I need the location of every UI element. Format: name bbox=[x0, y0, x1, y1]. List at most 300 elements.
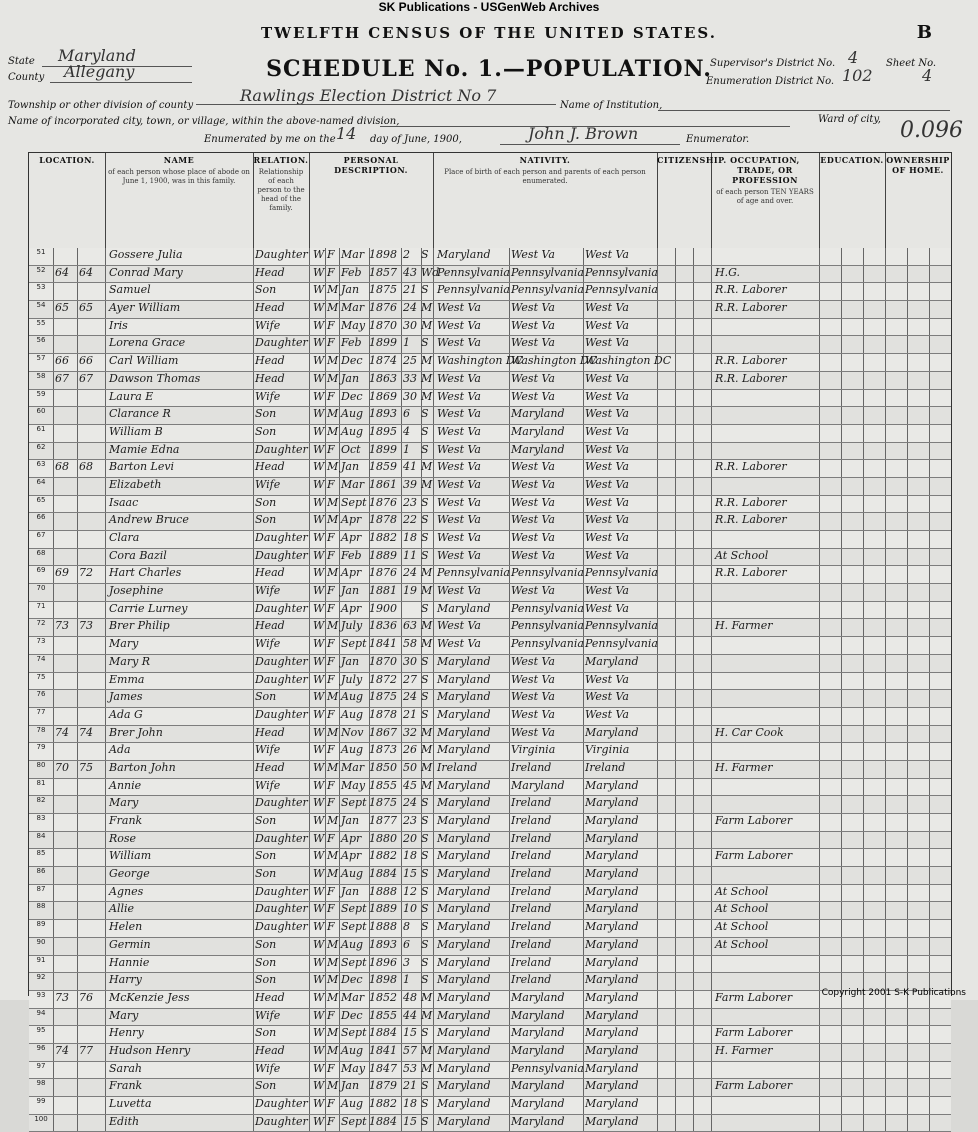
column-divider bbox=[105, 425, 106, 442]
table-row bbox=[29, 354, 951, 372]
column-divider bbox=[105, 1097, 106, 1114]
column-divider bbox=[253, 973, 254, 990]
column-divider bbox=[929, 319, 930, 336]
column-divider bbox=[325, 372, 326, 389]
cell-mother: West Va bbox=[585, 513, 629, 527]
column-divider bbox=[77, 938, 78, 955]
cell-father: West Va bbox=[511, 548, 555, 562]
column-divider bbox=[53, 390, 54, 407]
column-divider bbox=[433, 867, 434, 884]
cell-year: 1888 bbox=[369, 920, 397, 934]
column-divider bbox=[675, 390, 676, 407]
cell-dwelling bbox=[55, 1062, 77, 1078]
column-divider bbox=[819, 761, 820, 778]
column-divider bbox=[907, 920, 908, 937]
cell-month: May bbox=[341, 1061, 366, 1075]
line-number: 95 bbox=[36, 1026, 46, 1035]
county-label: County bbox=[8, 72, 45, 83]
cell-relation: Son bbox=[255, 424, 277, 438]
cell-year: 1841 bbox=[369, 1043, 397, 1057]
cell-family bbox=[79, 902, 103, 918]
column-divider bbox=[583, 708, 584, 725]
column-divider bbox=[929, 372, 930, 389]
column-divider bbox=[253, 1115, 254, 1132]
cell-sex: M bbox=[327, 566, 339, 580]
column-divider bbox=[819, 814, 820, 831]
column-divider bbox=[841, 566, 842, 583]
column-divider bbox=[907, 779, 908, 796]
column-divider bbox=[105, 1044, 106, 1061]
column-divider bbox=[401, 1079, 402, 1096]
column-divider bbox=[509, 920, 510, 937]
cell-father: West Va bbox=[511, 513, 555, 527]
column-divider bbox=[929, 301, 930, 318]
cell-occupation bbox=[715, 531, 819, 547]
cell-father: Ireland bbox=[511, 760, 552, 774]
column-divider bbox=[309, 814, 310, 831]
cell-mother: Pennsylvania bbox=[585, 566, 658, 580]
column-divider bbox=[819, 991, 820, 1008]
column-divider bbox=[863, 478, 864, 495]
column-divider bbox=[819, 584, 820, 601]
column-divider bbox=[509, 743, 510, 760]
cell-name: Mary R bbox=[109, 654, 151, 668]
cell-family bbox=[79, 1062, 103, 1078]
cell-month: May bbox=[341, 318, 366, 332]
township-label: Township or other division of county bbox=[8, 100, 194, 111]
cell-birth: Maryland bbox=[437, 796, 491, 810]
column-divider bbox=[325, 301, 326, 318]
line-number: 93 bbox=[36, 990, 46, 999]
cell-father: West Va bbox=[511, 371, 555, 385]
column-divider bbox=[885, 566, 886, 583]
column-divider bbox=[509, 443, 510, 460]
column-divider bbox=[657, 336, 658, 353]
cell-name: Helen bbox=[109, 920, 143, 934]
column-divider bbox=[509, 619, 510, 636]
column-divider bbox=[657, 549, 658, 566]
cell-dwelling bbox=[55, 336, 77, 352]
cell-relation: Daughter bbox=[255, 548, 308, 562]
column-divider bbox=[711, 336, 712, 353]
column-divider bbox=[675, 1044, 676, 1061]
column-divider bbox=[253, 460, 254, 477]
column-divider bbox=[583, 301, 584, 318]
column-divider bbox=[309, 549, 310, 566]
cell-sex: M bbox=[327, 424, 339, 438]
cell-occupation: At School bbox=[715, 884, 769, 898]
cell-age: 58 bbox=[403, 637, 417, 651]
cell-father: West Va bbox=[511, 301, 555, 315]
column-divider bbox=[509, 1009, 510, 1026]
column-divider bbox=[401, 743, 402, 760]
column-divider bbox=[693, 248, 694, 265]
cell-family bbox=[79, 1009, 103, 1025]
cell-year: 1876 bbox=[369, 495, 397, 509]
cell-father: Ireland bbox=[511, 831, 552, 845]
column-divider bbox=[675, 425, 676, 442]
column-divider bbox=[841, 1044, 842, 1061]
column-divider bbox=[309, 1009, 310, 1026]
table-row bbox=[29, 814, 951, 832]
cell-sex: F bbox=[327, 778, 335, 792]
cell-family bbox=[79, 513, 103, 529]
cell-birth: Maryland bbox=[437, 831, 491, 845]
cell-name: Carrie Lurney bbox=[109, 601, 188, 615]
column-divider bbox=[583, 690, 584, 707]
table-row bbox=[29, 867, 951, 885]
cell-sex: F bbox=[327, 1008, 335, 1022]
cell-age: 57 bbox=[403, 1043, 417, 1057]
column-divider bbox=[339, 779, 340, 796]
column-divider bbox=[53, 283, 54, 300]
cell-year: 1882 bbox=[369, 849, 397, 863]
line-number: 87 bbox=[36, 884, 46, 893]
column-divider bbox=[863, 319, 864, 336]
cell-month: Jan bbox=[341, 460, 360, 474]
column-divider bbox=[325, 496, 326, 513]
column-divider bbox=[433, 496, 434, 513]
column-divider bbox=[819, 248, 820, 265]
column-divider bbox=[675, 902, 676, 919]
cell-color: W bbox=[313, 495, 325, 509]
column-divider bbox=[325, 513, 326, 530]
table-row bbox=[29, 743, 951, 761]
column-divider bbox=[77, 425, 78, 442]
table-row bbox=[29, 779, 951, 797]
column-divider bbox=[885, 885, 886, 902]
column-divider bbox=[339, 460, 340, 477]
column-divider bbox=[509, 1079, 510, 1096]
column-divider bbox=[401, 938, 402, 955]
cell-father: Pennsylvania bbox=[511, 283, 584, 297]
column-divider bbox=[433, 336, 434, 353]
cell-name: Barton Levi bbox=[109, 460, 175, 474]
column-divider bbox=[863, 690, 864, 707]
column-divider bbox=[105, 531, 106, 548]
column-divider bbox=[253, 637, 254, 654]
column-divider bbox=[657, 867, 658, 884]
cell-name: Iris bbox=[109, 318, 128, 332]
cell-sex: F bbox=[327, 743, 335, 757]
cell-father: West Va bbox=[511, 672, 555, 686]
column-divider bbox=[907, 513, 908, 530]
column-divider bbox=[77, 248, 78, 265]
column-divider bbox=[841, 1079, 842, 1096]
column-divider bbox=[583, 425, 584, 442]
column-divider bbox=[693, 283, 694, 300]
cell-month: Jan bbox=[341, 654, 360, 668]
column-divider bbox=[675, 673, 676, 690]
cell-family bbox=[79, 867, 103, 883]
column-divider bbox=[309, 566, 310, 583]
column-divider bbox=[675, 761, 676, 778]
column-divider bbox=[509, 832, 510, 849]
table-row bbox=[29, 336, 951, 354]
cell-dwelling bbox=[55, 549, 77, 565]
column-divider bbox=[657, 1097, 658, 1114]
column-divider bbox=[433, 549, 434, 566]
cell-age: 30 bbox=[403, 389, 417, 403]
column-divider bbox=[885, 849, 886, 866]
column-divider bbox=[509, 655, 510, 672]
cell-name: Cora Bazil bbox=[109, 548, 167, 562]
column-divider bbox=[253, 354, 254, 371]
cell-birth: Maryland bbox=[437, 601, 491, 615]
cell-name: Clara bbox=[109, 531, 140, 544]
column-divider bbox=[657, 496, 658, 513]
cell-mother: Maryland bbox=[585, 831, 639, 845]
cell-age: 1 bbox=[403, 973, 410, 987]
column-divider bbox=[675, 336, 676, 353]
cell-sex: M bbox=[327, 725, 339, 739]
table-row bbox=[29, 390, 951, 408]
column-divider bbox=[711, 973, 712, 990]
column-divider bbox=[433, 938, 434, 955]
column-divider bbox=[907, 266, 908, 283]
column-divider bbox=[675, 478, 676, 495]
table-row bbox=[29, 1026, 951, 1044]
column-divider bbox=[885, 478, 886, 495]
cell-marital: S bbox=[421, 937, 429, 951]
column-divider bbox=[711, 1079, 712, 1096]
cell-mother: West Va bbox=[585, 371, 629, 385]
column-divider bbox=[325, 761, 326, 778]
column-divider bbox=[339, 1009, 340, 1026]
column-divider bbox=[583, 319, 584, 336]
column-divider bbox=[105, 761, 106, 778]
cell-mother: West Va bbox=[585, 584, 629, 598]
cell-year: 1847 bbox=[369, 1061, 397, 1075]
column-divider bbox=[819, 549, 820, 566]
column-divider bbox=[693, 390, 694, 407]
column-divider bbox=[819, 743, 820, 760]
column-divider bbox=[433, 637, 434, 654]
cell-occupation bbox=[715, 319, 819, 335]
cell-marital: M bbox=[421, 637, 433, 651]
column-divider bbox=[675, 266, 676, 283]
column-divider bbox=[105, 796, 106, 813]
column-divider bbox=[675, 1097, 676, 1114]
column-divider bbox=[309, 920, 310, 937]
cell-relation: Head bbox=[255, 566, 285, 580]
column-divider bbox=[53, 991, 54, 1008]
cell-year: 1889 bbox=[369, 548, 397, 562]
column-divider bbox=[885, 283, 886, 300]
column-divider bbox=[711, 779, 712, 796]
column-divider bbox=[253, 832, 254, 849]
cell-color: W bbox=[313, 513, 325, 527]
column-divider bbox=[929, 478, 930, 495]
cell-month: Feb bbox=[341, 548, 362, 562]
column-divider bbox=[675, 549, 676, 566]
cell-color: W bbox=[313, 442, 325, 456]
cell-birth: Maryland bbox=[437, 1097, 491, 1110]
cell-family bbox=[79, 655, 103, 671]
column-divider bbox=[885, 336, 886, 353]
column-divider bbox=[339, 1079, 340, 1096]
column-divider bbox=[929, 690, 930, 707]
table-row bbox=[29, 973, 951, 991]
cell-relation: Head bbox=[255, 371, 285, 385]
column-divider bbox=[711, 814, 712, 831]
cell-name: Mary bbox=[109, 796, 139, 810]
column-divider bbox=[693, 885, 694, 902]
column-divider bbox=[885, 602, 886, 619]
column-divider bbox=[819, 726, 820, 743]
column-divider bbox=[105, 1079, 106, 1096]
cell-relation: Son bbox=[255, 814, 277, 827]
column-divider bbox=[339, 885, 340, 902]
column-divider bbox=[657, 814, 658, 831]
column-divider bbox=[929, 1044, 930, 1061]
cell-father: Pennsylvania bbox=[511, 566, 584, 580]
column-divider bbox=[863, 566, 864, 583]
cell-relation: Daughter bbox=[255, 336, 308, 350]
column-divider bbox=[77, 549, 78, 566]
cell-month: Oct bbox=[341, 442, 361, 456]
column-divider bbox=[253, 1079, 254, 1096]
column-divider bbox=[509, 849, 510, 866]
column-divider bbox=[711, 390, 712, 407]
table-row bbox=[29, 301, 951, 319]
cell-month: Dec bbox=[341, 389, 363, 403]
column-divider bbox=[693, 973, 694, 990]
column-divider bbox=[929, 1115, 930, 1132]
column-divider bbox=[253, 991, 254, 1008]
line-number: 65 bbox=[36, 495, 46, 504]
col-personal: PERSONAL DESCRIPTION. bbox=[309, 153, 434, 248]
column-divider bbox=[509, 779, 510, 796]
column-divider bbox=[675, 566, 676, 583]
table-row bbox=[29, 902, 951, 920]
cell-sex: F bbox=[327, 389, 335, 403]
column-divider bbox=[77, 956, 78, 973]
column-divider bbox=[105, 867, 106, 884]
column-divider bbox=[401, 637, 402, 654]
cell-relation: Head bbox=[255, 265, 285, 279]
column-divider bbox=[693, 708, 694, 725]
column-divider bbox=[105, 372, 106, 389]
state-value: Maryland bbox=[58, 46, 136, 65]
cell-age: 12 bbox=[403, 884, 417, 898]
column-divider bbox=[841, 885, 842, 902]
cell-family bbox=[79, 478, 103, 494]
column-divider bbox=[693, 655, 694, 672]
cell-birth: Maryland bbox=[437, 937, 491, 951]
cell-birth: Ireland bbox=[437, 760, 478, 774]
column-divider bbox=[509, 938, 510, 955]
cell-father: Maryland bbox=[511, 424, 565, 438]
column-divider bbox=[253, 478, 254, 495]
column-divider bbox=[863, 460, 864, 477]
cell-mother: Maryland bbox=[585, 884, 639, 898]
column-divider bbox=[253, 319, 254, 336]
cell-mother: West Va bbox=[585, 460, 629, 474]
cell-relation: Son bbox=[255, 513, 277, 527]
cell-name: Allie bbox=[109, 902, 135, 916]
cell-mother: West Va bbox=[585, 548, 629, 562]
column-divider bbox=[841, 283, 842, 300]
cell-year: 1870 bbox=[369, 318, 397, 332]
column-divider bbox=[885, 619, 886, 636]
column-divider bbox=[401, 655, 402, 672]
column-divider bbox=[711, 619, 712, 636]
cell-month: Aug bbox=[341, 1043, 364, 1057]
cell-color: W bbox=[313, 548, 325, 562]
cell-age: 24 bbox=[403, 796, 417, 810]
line-number: 61 bbox=[36, 424, 46, 433]
enumerator-name: John J. Brown bbox=[528, 124, 639, 143]
column-divider bbox=[693, 443, 694, 460]
column-divider bbox=[583, 849, 584, 866]
column-divider bbox=[339, 248, 340, 265]
cell-marital: M bbox=[421, 389, 433, 403]
column-divider bbox=[907, 938, 908, 955]
column-divider bbox=[711, 478, 712, 495]
column-divider bbox=[325, 336, 326, 353]
cell-color: W bbox=[313, 265, 325, 279]
column-divider bbox=[105, 938, 106, 955]
column-divider bbox=[77, 1115, 78, 1132]
cell-mother: Maryland bbox=[585, 778, 639, 792]
column-divider bbox=[401, 336, 402, 353]
cell-occupation: Farm Laborer bbox=[715, 849, 793, 863]
column-divider bbox=[819, 920, 820, 937]
column-divider bbox=[401, 849, 402, 866]
cell-birth: Maryland bbox=[437, 690, 491, 704]
column-divider bbox=[885, 496, 886, 513]
cell-father: West Va bbox=[511, 248, 555, 261]
cell-age: 32 bbox=[403, 725, 417, 739]
column-divider bbox=[401, 690, 402, 707]
column-divider bbox=[819, 1079, 820, 1096]
cell-color: W bbox=[313, 867, 325, 881]
column-divider bbox=[105, 726, 106, 743]
column-divider bbox=[819, 1097, 820, 1114]
column-divider bbox=[253, 531, 254, 548]
column-divider bbox=[53, 902, 54, 919]
column-divider bbox=[885, 407, 886, 424]
column-divider bbox=[657, 443, 658, 460]
table-row bbox=[29, 690, 951, 708]
cell-birth: Pennsylvania bbox=[437, 566, 510, 580]
column-divider bbox=[77, 1044, 78, 1061]
column-divider bbox=[675, 619, 676, 636]
cell-age: 1 bbox=[403, 336, 410, 350]
column-divider bbox=[325, 637, 326, 654]
column-divider bbox=[693, 584, 694, 601]
cell-year: 1861 bbox=[369, 477, 397, 491]
column-divider bbox=[711, 690, 712, 707]
column-divider bbox=[433, 1097, 434, 1114]
column-divider bbox=[863, 1097, 864, 1114]
cell-family: 76 bbox=[79, 990, 93, 1004]
cell-sex: M bbox=[327, 407, 339, 421]
cell-birth: West Va bbox=[437, 477, 481, 491]
cell-color: W bbox=[313, 955, 325, 969]
column-divider bbox=[863, 390, 864, 407]
cell-dwelling bbox=[55, 708, 77, 724]
column-divider bbox=[339, 496, 340, 513]
line-number: 53 bbox=[36, 283, 46, 292]
table-row bbox=[29, 637, 951, 655]
column-divider bbox=[509, 637, 510, 654]
census-table bbox=[28, 152, 952, 1128]
column-divider bbox=[693, 619, 694, 636]
column-divider bbox=[929, 902, 930, 919]
cell-month: Apr bbox=[341, 601, 362, 615]
